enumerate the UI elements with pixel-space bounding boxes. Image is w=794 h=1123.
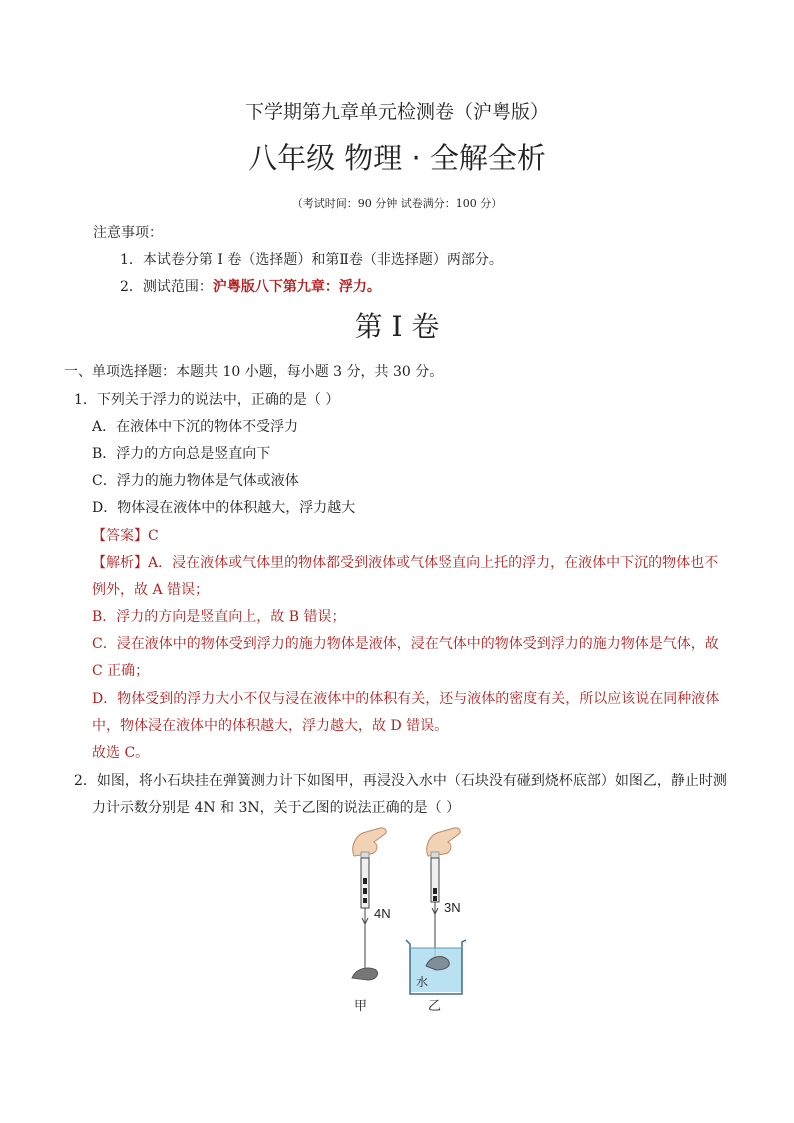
label-right: 乙 xyxy=(428,999,442,1014)
spring-scale-left-icon xyxy=(361,858,369,968)
section-heading: 一、单项选择题：本题共 10 小题，每小题 3 分，共 30 分。 xyxy=(64,364,444,380)
hand-left-icon xyxy=(353,828,386,858)
time-info: （考试时间：90 分钟 试卷满分：100 分） xyxy=(291,197,503,210)
hand-right-icon xyxy=(427,828,460,858)
notes-item-2 xyxy=(120,276,381,296)
spring-scale-right-icon xyxy=(431,858,439,962)
q1-analysis-line: 【解析】A．浸在液体或气体里的物体都受到液体或气体竖直向上托的浮力，在液体中下沉的物体也不 xyxy=(92,555,719,571)
spring-scale-figure xyxy=(330,820,480,1020)
exam-title: 八年级 物理 · 全解全析 xyxy=(248,141,546,175)
exam-subtitle: 下学期第九章单元检测卷（沪粤版） xyxy=(244,101,549,123)
q1-option-d: D．物体浸在液体中的体积越大，浮力越大 xyxy=(92,500,356,516)
q1-analysis-line: C．浸在液体中的物体受到浮力的施力物体是液体，浸在气体中的物体受到浮力的施力物体是气体，故 xyxy=(92,636,719,652)
notes-item-1: 1．本试卷分第 I 卷（选择题）和第Ⅱ卷（非选择题）两部分。 xyxy=(120,252,503,268)
water-label: 水 xyxy=(416,975,429,989)
volume-title: 第 I 卷 xyxy=(354,310,440,343)
stone-left-icon xyxy=(352,968,378,980)
q1-analysis-line: 中，物体浸在液体中的体积越大，浮力越大，故 D 错误。 xyxy=(92,718,449,734)
reading-right: 3N xyxy=(444,900,461,915)
q1-option-a: A．在液体中下沉的物体不受浮力 xyxy=(92,419,299,435)
label-left: 甲 xyxy=(354,999,368,1014)
notes-item-2-prefix: 2．测试范围： xyxy=(120,279,213,295)
q2-stem-line-2: 力计示数分别是 4N 和 3N，关于乙图的说法正确的是（ ） xyxy=(92,800,461,816)
notes-heading: 注意事项： xyxy=(93,225,163,241)
reading-left: 4N xyxy=(374,906,391,921)
q1-analysis-line: 例外，故 A 错误； xyxy=(92,582,210,598)
q1-analysis-line: D．物体受到的浮力大小不仅与浸在液体中的体积有关，还与液体的密度有关，所以应该说在同种液体 xyxy=(92,691,720,707)
q1-option-c: C．浮力的施力物体是气体或液体 xyxy=(92,473,299,489)
q1-analysis-line: C 正确； xyxy=(92,663,150,679)
q2-stem-line-1: 2．如图，将小石块挂在弹簧测力计下如图甲，再浸没入水中（石块没有碰到烧杯底部）如图乙，静止时测 xyxy=(74,773,727,789)
q1-analysis-line: 故选 C。 xyxy=(92,745,150,761)
q1-stem: 1．下列关于浮力的说法中，正确的是（ ） xyxy=(74,392,340,408)
q1-analysis-line: B．浮力的方向是竖直向上，故 B 错误； xyxy=(92,609,346,625)
notes-item-2-highlight: 沪粤版八下第九章：浮力。 xyxy=(212,279,381,295)
q1-answer: 【答案】C xyxy=(92,528,159,544)
q1-option-b: B．浮力的方向总是竖直向下 xyxy=(92,446,271,462)
